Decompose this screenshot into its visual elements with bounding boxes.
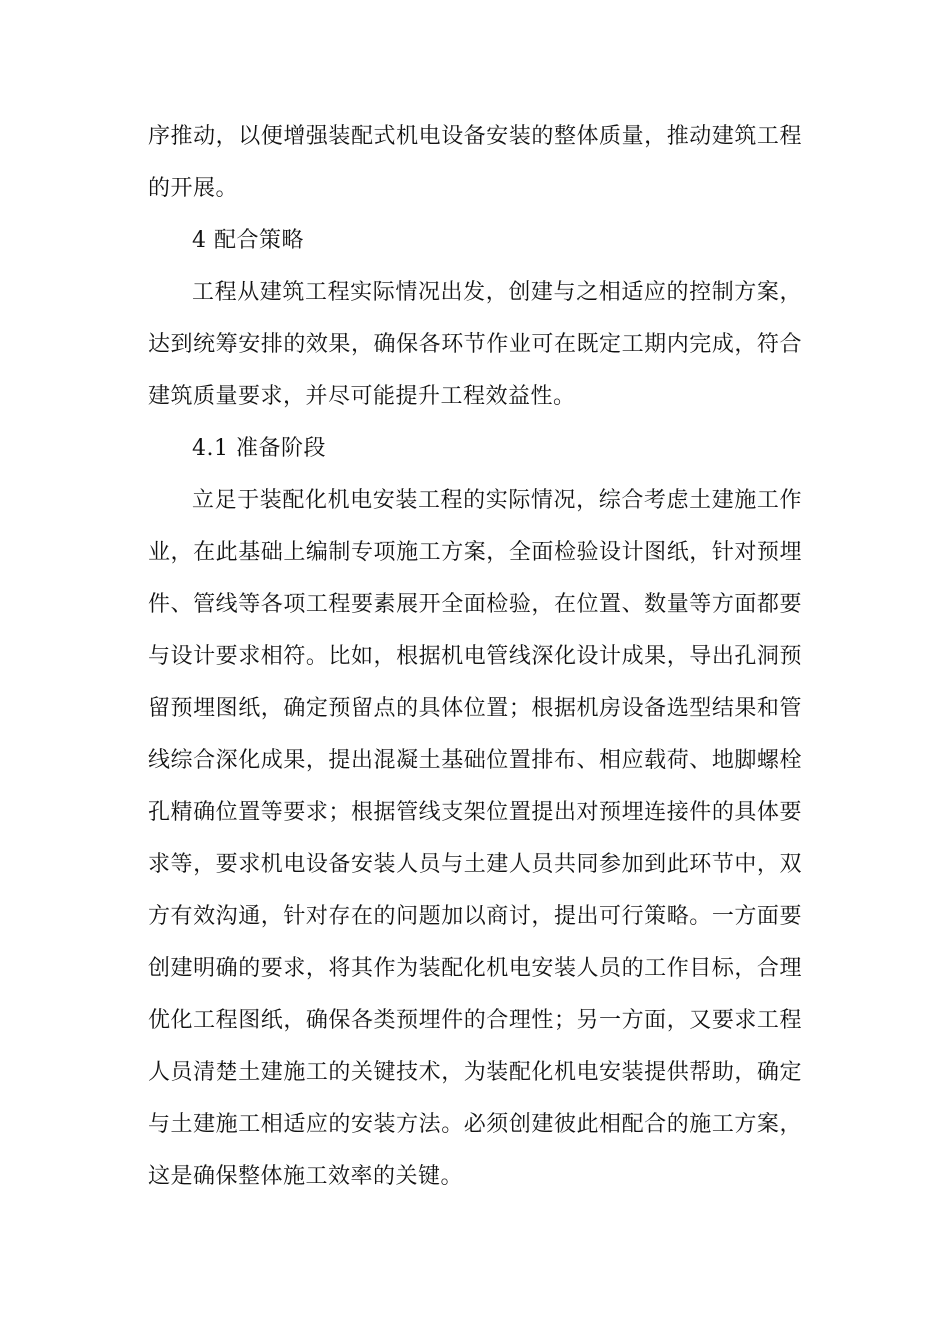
text-line: 创建明确的要求，将其作为装配化机电安装人员的工作目标，合理	[148, 956, 802, 981]
text-line: 件、管线等各项工程要素展开全面检验，在位置、数量等方面都要	[148, 592, 802, 617]
text-line: 求等，要求机电设备安装人员与土建人员共同参加到此环节中，双	[148, 852, 802, 877]
text-line: 与设计要求相符。比如，根据机电管线深化设计成果，导出孔洞预	[148, 644, 802, 669]
section-heading: 4 配合策略	[192, 228, 304, 253]
text-line: 业，在此基础上编制专项施工方案，全面检验设计图纸，针对预埋	[148, 540, 802, 565]
text-line: 孔精确位置等要求；根据管线支架位置提出对预埋连接件的具体要	[148, 800, 802, 825]
text-line: 线综合深化成果，提出混凝土基础位置排布、相应载荷、地脚螺栓	[148, 748, 802, 773]
text-line: 与土建施工相适应的安装方法。必须创建彼此相配合的施工方案，	[148, 1112, 802, 1137]
text-line: 达到统筹安排的效果，确保各环节作业可在既定工期内完成，符合	[148, 332, 802, 357]
text-line: 序推动，以便增强装配式机电设备安装的整体质量，推动建筑工程	[148, 124, 802, 149]
text-line: 立足于装配化机电安装工程的实际情况，综合考虑土建施工作	[192, 488, 802, 513]
text-line: 留预埋图纸，确定预留点的具体位置；根据机房设备选型结果和管	[148, 696, 802, 721]
text-line: 工程从建筑工程实际情况出发，创建与之相适应的控制方案，	[192, 280, 802, 305]
text-line: 这是确保整体施工效率的关键。	[148, 1164, 464, 1189]
text-line: 的开展。	[148, 176, 239, 201]
text-line: 建筑质量要求，并尽可能提升工程效益性。	[148, 384, 576, 409]
text-line: 方有效沟通，针对存在的问题加以商讨，提出可行策略。一方面要	[148, 904, 802, 929]
text-line: 优化工程图纸，确保各类预埋件的合理性；另一方面，又要求工程	[148, 1008, 802, 1033]
text-line: 人员清楚土建施工的关键技术，为装配化机电安装提供帮助，确定	[148, 1060, 802, 1085]
body-text	[148, 111, 802, 1203]
subsection-heading: 4.1 准备阶段	[192, 436, 326, 461]
